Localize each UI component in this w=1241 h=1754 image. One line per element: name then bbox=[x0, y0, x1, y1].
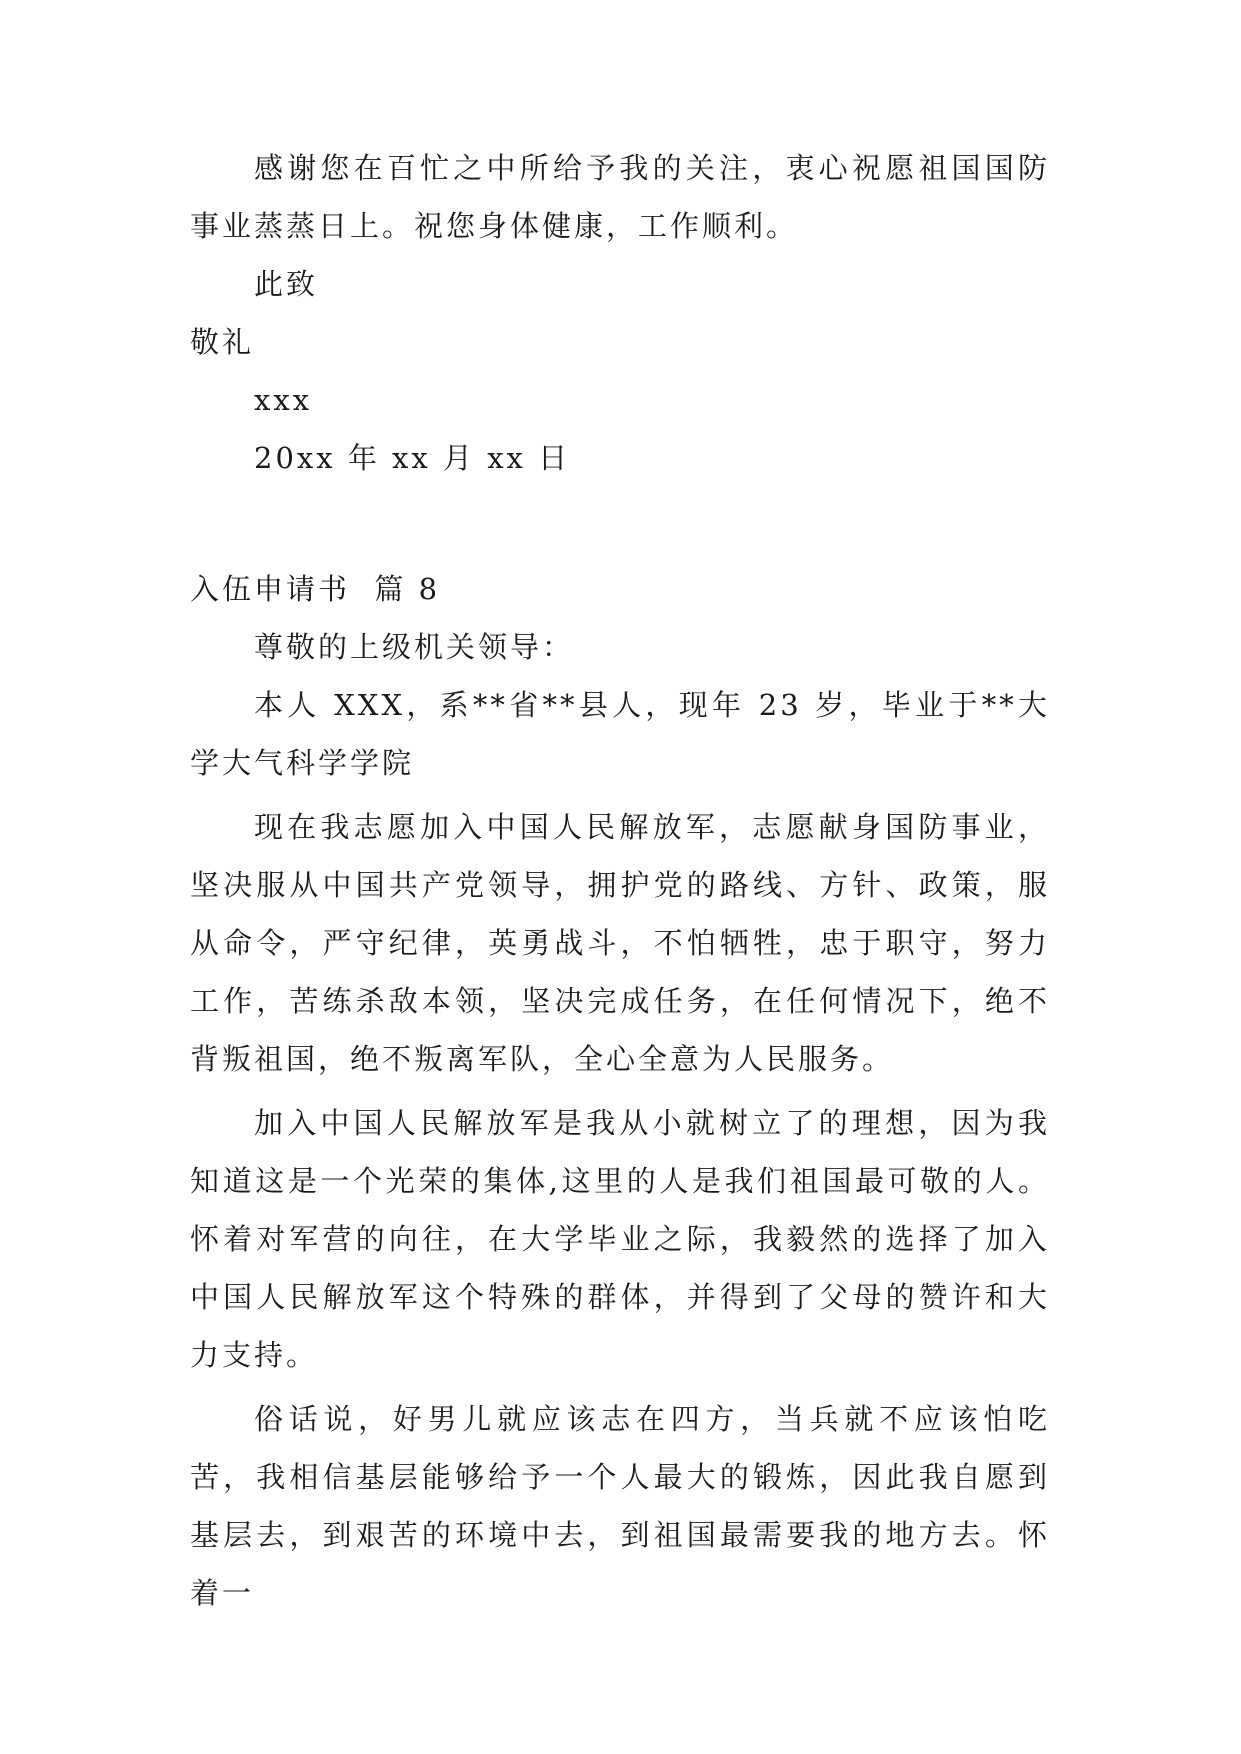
salutation-ci-zhi: 此致 bbox=[254, 267, 319, 301]
letter-closing-section bbox=[190, 139, 1050, 487]
paragraph-ideal: 加入中国人民解放军是我从小就树立了的理想，因为我知道这是一个光荣的集体,这里的人是我们祖国最可敬的人。怀着对军营的向往，在大学毕业之际，我毅然的选择了加入中国人民解放军这个特殊的群体，并得到了父母的赞许和大力支持。 bbox=[190, 1106, 1050, 1372]
signature-date: 20xx 年 xx 月 xx 日 bbox=[254, 441, 571, 475]
section-title: 入伍申请书 篇 8 bbox=[190, 572, 441, 606]
signature-name: xxx bbox=[254, 383, 313, 417]
greeting: 尊敬的上级机关领导： bbox=[254, 630, 575, 664]
salutation-jing-li: 敬礼 bbox=[190, 325, 255, 359]
paragraph-oath: 现在我志愿加入中国人民解放军，志愿献身国防事业，坚决服从中国共产党领导，拥护党的路线、方针、政策，服从命令，严守纪律，英勇战斗，不怕牺牲，忠于职守，努力工作，苦练杀敌本领，坚决完成任务，在任何情况下，绝不背叛祖国，绝不叛离军队，全心全意为人民服务。 bbox=[190, 810, 1050, 1076]
closing-paragraph: 感谢您在百忙之中所给予我的关注，衷心祝愿祖国国防事业蒸蒸日上。祝您身体健康，工作顺利。 bbox=[190, 151, 1050, 243]
paragraph-intro: 本人 XXX，系**省**县人，现年 23 岁，毕业于**大学大气科学学院 bbox=[190, 688, 1050, 780]
paragraph-grassroots: 俗话说，好男儿就应该志在四方，当兵就不应该怕吃苦，我相信基层能够给予一个人最大的锻炼，因此我自愿到基层去，到艰苦的环境中去，到祖国最需要我的地方去。怀着一 bbox=[190, 1402, 1050, 1610]
application-letter-section bbox=[190, 560, 1050, 1622]
